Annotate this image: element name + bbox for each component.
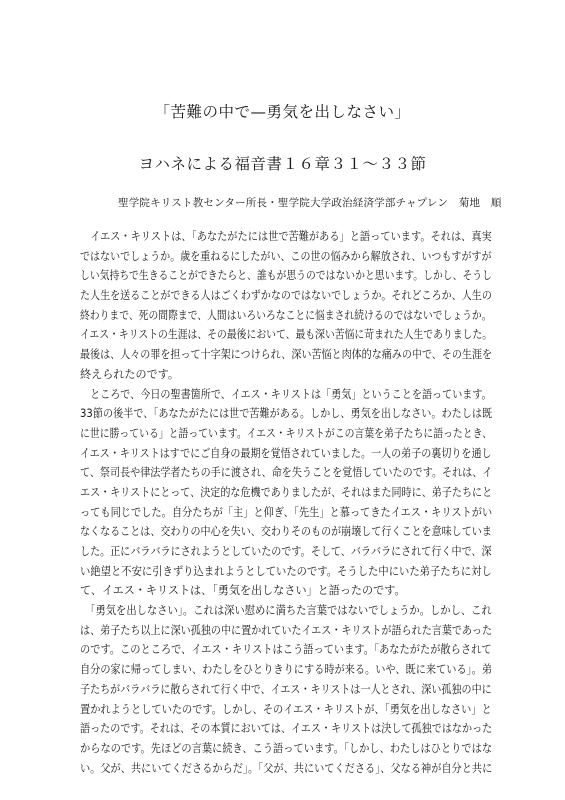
text-line: ではないでしょうか。歳を重ねるにしたがい、この世の悩みから解放され、いつもすがすが — [80, 249, 492, 263]
scripture-reference: ヨハネによる福音書１６章３１〜３３節 — [138, 155, 427, 173]
text-line: 子たちがバラバラに散らされて行く中で、イエス・キリストは一人とされ、深い孤独の中に — [80, 682, 492, 696]
text-line: のです。このところで、イエス・キリストはこう語っています。「あなたがたが散らされて — [80, 643, 492, 657]
text-line: した。正にバラバラにされようとしていたのです。そして、バラバラにされて行く中で、深 — [80, 545, 492, 558]
text-line: イエス・キリストは、「あなたがたには世で苦難がある」と語っています。それは、真実 — [80, 230, 492, 243]
text-line: は、弟子たち以上に深い孤独の中に置かれていたイエス・キリストが語られた言葉であった — [80, 623, 493, 637]
page-title: 「苦難の中で—勇気を出しなさい」 — [154, 103, 411, 121]
text-line: 終えられたのです。 — [80, 367, 179, 381]
text-line: 置かれようとしていたのです。しかし、そのイエス・キリストが、「勇気を出しなさい」と — [80, 702, 492, 716]
text-line: 33節の後半で、「あなたがたには世で苦難がある。しかし、勇気を出しなさい。わたしは既 — [80, 407, 492, 421]
text-line: 「勇気を出しなさい」。これは深い慰めに満ちた言葉ではないでしょうか。しかし、これ — [80, 604, 492, 618]
text-line: イエス・キリストはすでにご自身の最期を覚悟されていました。一人の弟子の裏切りを通し — [80, 446, 492, 460]
text-line: に世に勝っている」と語っています。イエス・キリストがこの言葉を弟子たちに語ったとき、 — [80, 426, 492, 440]
text-line: い絶望と不安に引きずり込まれようとしていたのです。そうした中にいた弟子たちに対し — [80, 564, 492, 578]
text-line: て、イエス・キリストは、「勇気を出しなさい」と語ったのです。 — [80, 584, 406, 598]
text-line: て、祭司長や律法学者たちの手に渡され、命を失うことを覚悟していたのです。それは、イ — [80, 466, 493, 480]
text-line: からなのです。先ほどの言葉に続き、こう語っています。「しかし、わたしはひとりではな — [80, 741, 492, 755]
text-line: ところで、今日の聖書箇所で、イエス・キリストは「勇気」ということを語っています。 — [80, 387, 492, 401]
text-line: なくなることは、交わりの中心を失い、交わりそのものが崩壊して行くことを意味していま — [80, 525, 492, 539]
text-line: イエス・キリストの生涯は、その最後において、最も深い苦悩に苛まれた人生でありました。 — [80, 328, 492, 342]
text-line: 終わりまで、死の間際まで、人間はいろいろなことに悩まされ続けるのではないでしょうか。 — [80, 308, 492, 322]
text-line: た人生を送ることができる人はごくわずかなのではないでしょうか。それどころか、人生の — [80, 289, 492, 303]
text-line: 語ったのです。それは、その本質においては、イエス・キリストは決して孤独ではなかった — [80, 722, 493, 736]
text-line: っても同じでした。自分たちが「主」と仰ぎ、「先生」と慕ってきたイエス・キリストがい — [80, 505, 492, 519]
text-line: 自分の家に帰ってしまい、わたしをひとりきりにする時が来る。いや、既に来ている」。弟 — [80, 663, 493, 677]
text-line: エス・キリストにとって、決定的な危機でありましたが、それはまた同時に、弟子たちにと — [80, 485, 493, 499]
text-line: い。父が、共にいてくださるからだ」。「父が、共にいてくださる」、父なる神が自分と共に — [80, 761, 493, 775]
author-line: 聖学院キリスト教センター所長・聖学院大学政治経済学部チャプレン 菊地 順 — [118, 197, 502, 209]
text-line: しい気持ちで生きることができたらと、誰もが思うのではないかと思います。しかし、そうし — [80, 269, 492, 283]
text-line: 最後は、人々の罪を担って十字架につけられ、深い苦悩と肉体的な痛みの中で、その生涯を — [80, 348, 493, 362]
body-text — [80, 227, 492, 778]
